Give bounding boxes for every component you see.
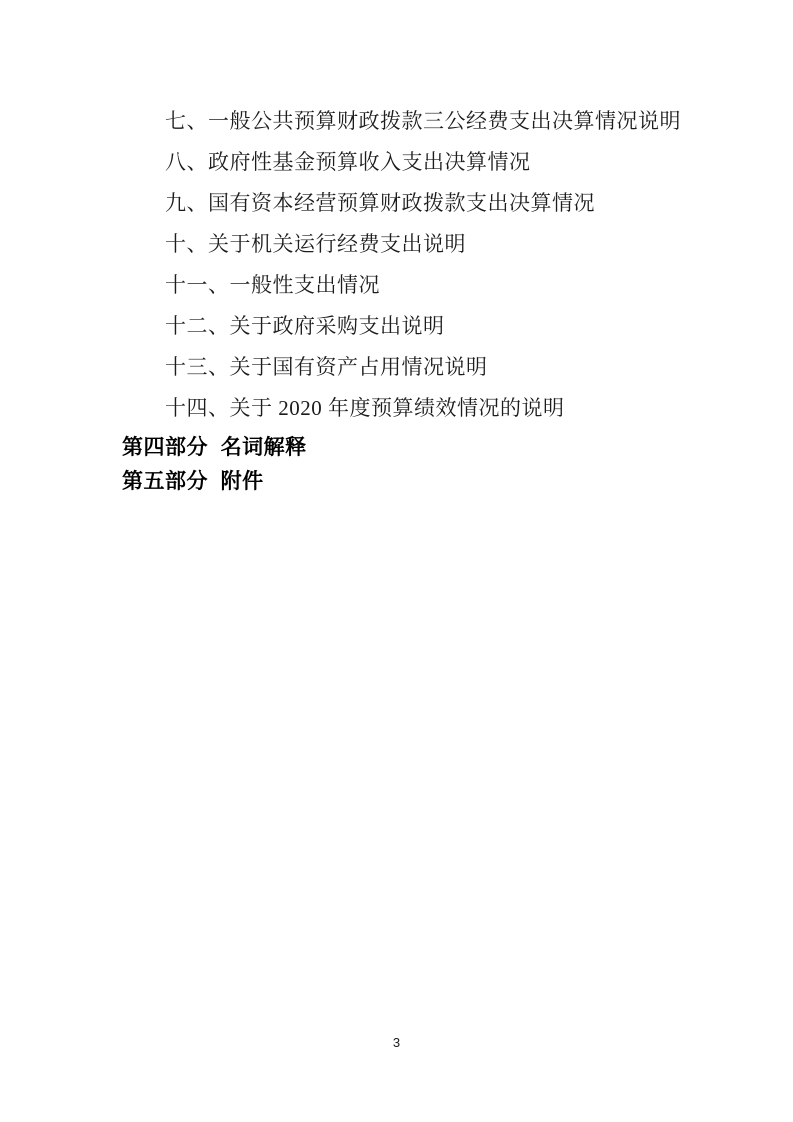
page-footer bbox=[0, 1034, 793, 1052]
toc-entry-13: 十三、关于国有资产占用情况说明 bbox=[165, 355, 488, 379]
toc-entry-10: 十、关于机关运行经费支出说明 bbox=[165, 232, 466, 256]
table-of-contents bbox=[122, 101, 683, 499]
toc-entry-9: 九、国有资本经营预算财政拨款支出决算情况 bbox=[165, 191, 595, 215]
toc-entry-14: 十四、关于 2020 年度预算绩效情况的说明 bbox=[165, 396, 565, 420]
section-heading-part5: 第五部分 附件 bbox=[122, 470, 264, 493]
page-number: 3 bbox=[392, 1035, 401, 1050]
toc-entry-12: 十二、关于政府采购支出说明 bbox=[165, 314, 445, 338]
toc-entry-11: 十一、一般性支出情况 bbox=[165, 273, 380, 297]
toc-entry-8: 八、政府性基金预算收入支出决算情况 bbox=[165, 150, 531, 174]
section-heading-part4: 第四部分 名词解释 bbox=[122, 436, 307, 459]
toc-entry-7: 七、一般公共预算财政拨款三公经费支出决算情况说明 bbox=[165, 109, 681, 133]
